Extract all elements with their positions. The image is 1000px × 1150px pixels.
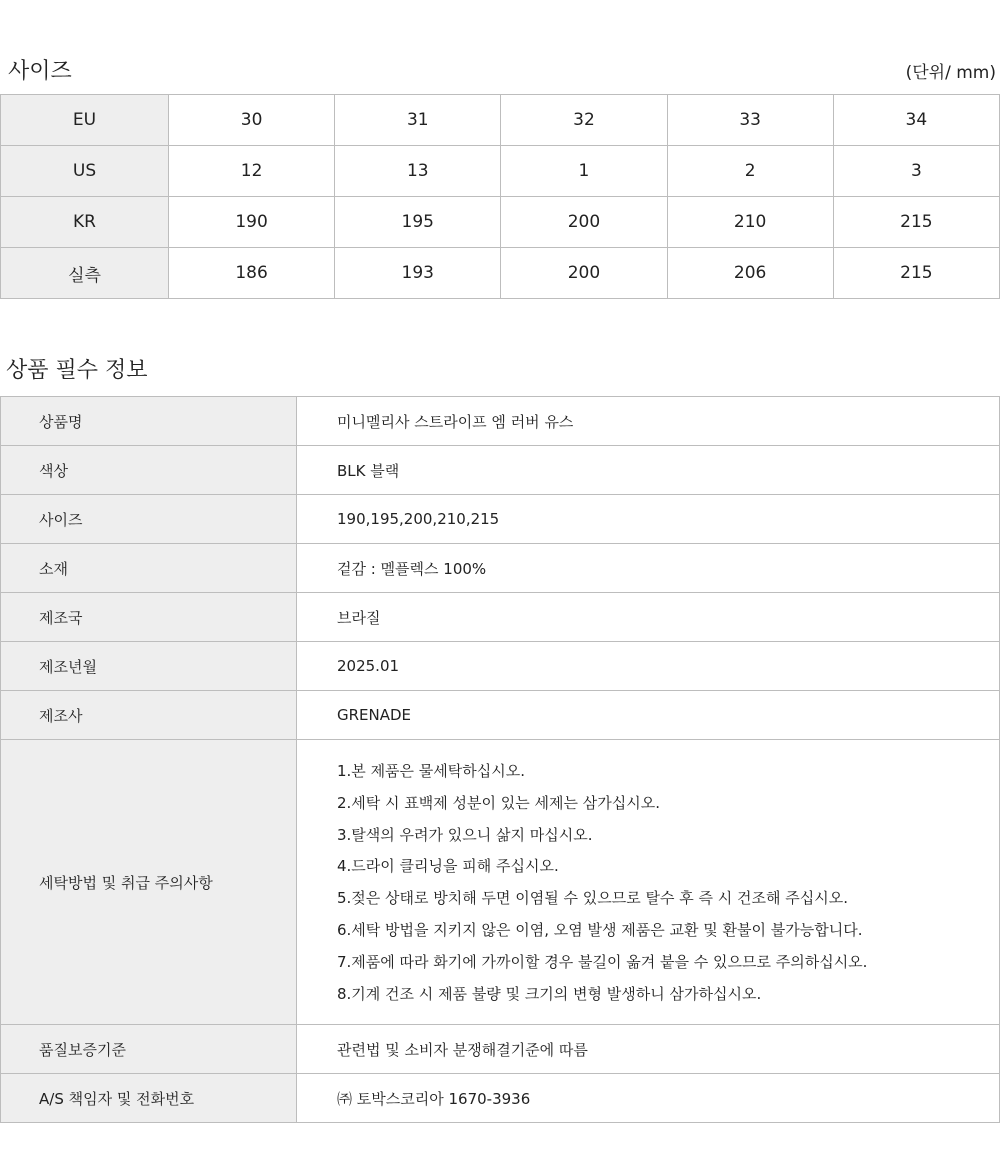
info-label: 색상 <box>1 446 297 495</box>
size-section-title: 사이즈 <box>8 59 72 84</box>
unit-label: (단위/ mm) <box>905 63 996 83</box>
info-row-color <box>1 446 1000 495</box>
size-row-label: KR <box>1 197 169 248</box>
size-row-us <box>1 146 1000 197</box>
info-value: 브라질 <box>297 593 1000 642</box>
size-cell: 215 <box>833 197 999 248</box>
size-cell: 31 <box>335 95 501 146</box>
size-row-label: 실측 <box>1 248 169 299</box>
care-item: 7.제품에 따라 화기에 가까이할 경우 불길이 옮겨 붙을 수 있으므로 주의하십시오. <box>337 952 868 971</box>
info-label: 세탁방법 및 취급 주의사항 <box>1 740 297 1025</box>
info-row-country <box>1 593 1000 642</box>
care-item: 6.세탁 방법을 지키지 않은 이염, 오염 발생 제품은 교환 및 환불이 불가능합니다. <box>337 920 863 939</box>
info-row-care <box>1 740 1000 1025</box>
size-cell: 1 <box>501 146 667 197</box>
info-row-manufacturer <box>1 691 1000 740</box>
info-label: 상품명 <box>1 397 297 446</box>
info-value: ㈜ 토박스코리아 1670-3936 <box>297 1074 1000 1123</box>
care-item: 3.탈색의 우려가 있으니 삶지 마십시오. <box>337 825 593 844</box>
size-cell: 3 <box>833 146 999 197</box>
info-value: 관련법 및 소비자 분쟁해결기준에 따름 <box>297 1025 1000 1074</box>
info-value: 2025.01 <box>297 642 1000 691</box>
info-row-quality-standard <box>1 1025 1000 1074</box>
care-item: 1.본 제품은 물세탁하십시오. <box>337 762 526 780</box>
size-cell: 215 <box>833 248 999 299</box>
info-value: 190,195,200,210,215 <box>297 495 1000 544</box>
care-instructions <box>297 740 1000 1025</box>
size-row-label: US <box>1 146 169 197</box>
info-label: 제조사 <box>1 691 297 740</box>
size-cell: 34 <box>833 95 999 146</box>
care-item: 2.세탁 시 표백제 성분이 있는 세제는 삼가십시오. <box>337 793 660 812</box>
size-cell: 32 <box>501 95 667 146</box>
info-value: BLK 블랙 <box>297 446 1000 495</box>
size-row-label: EU <box>1 95 169 146</box>
size-row-kr <box>1 197 1000 248</box>
info-label: 제조년월 <box>1 642 297 691</box>
care-item: 4.드라이 클리닝을 피해 주십시오. <box>337 857 559 876</box>
info-value: GRENADE <box>297 691 1000 740</box>
size-cell: 206 <box>667 248 833 299</box>
care-item: 5.젖은 상태로 방치해 두면 이염될 수 있으므로 탈수 후 즉 시 건조해 주십시오. <box>337 889 848 908</box>
info-row-product-name <box>1 397 1000 446</box>
size-cell: 193 <box>335 248 501 299</box>
info-label: 소재 <box>1 544 297 593</box>
size-cell: 30 <box>169 95 335 146</box>
size-cell: 13 <box>335 146 501 197</box>
size-row-eu <box>1 95 1000 146</box>
size-cell: 186 <box>169 248 335 299</box>
size-row-measured <box>1 248 1000 299</box>
info-value: 겉감 : 멜플렉스 100% <box>297 544 1000 593</box>
product-info-table <box>0 396 1000 1123</box>
info-label: A/S 책임자 및 전화번호 <box>1 1074 297 1123</box>
info-row-manufacture-date <box>1 642 1000 691</box>
size-header <box>0 56 1000 90</box>
size-cell: 33 <box>667 95 833 146</box>
care-item: 8.기계 건조 시 제품 불량 및 크기의 변형 발생하니 삼가하십시오. <box>337 984 762 1003</box>
size-cell: 195 <box>335 197 501 248</box>
info-label: 품질보증기준 <box>1 1025 297 1074</box>
size-cell: 200 <box>501 248 667 299</box>
size-cell: 200 <box>501 197 667 248</box>
info-section-title: 상품 필수 정보 <box>6 358 148 383</box>
care-list <box>337 740 999 1024</box>
info-label: 사이즈 <box>1 495 297 544</box>
info-row-size <box>1 495 1000 544</box>
size-table <box>0 94 1000 299</box>
size-cell: 190 <box>169 197 335 248</box>
info-row-material <box>1 544 1000 593</box>
size-cell: 2 <box>667 146 833 197</box>
info-label: 제조국 <box>1 593 297 642</box>
info-row-as-contact <box>1 1074 1000 1123</box>
size-cell: 12 <box>169 146 335 197</box>
size-cell: 210 <box>667 197 833 248</box>
info-value: 미니멜리사 스트라이프 엠 러버 유스 <box>297 397 1000 446</box>
